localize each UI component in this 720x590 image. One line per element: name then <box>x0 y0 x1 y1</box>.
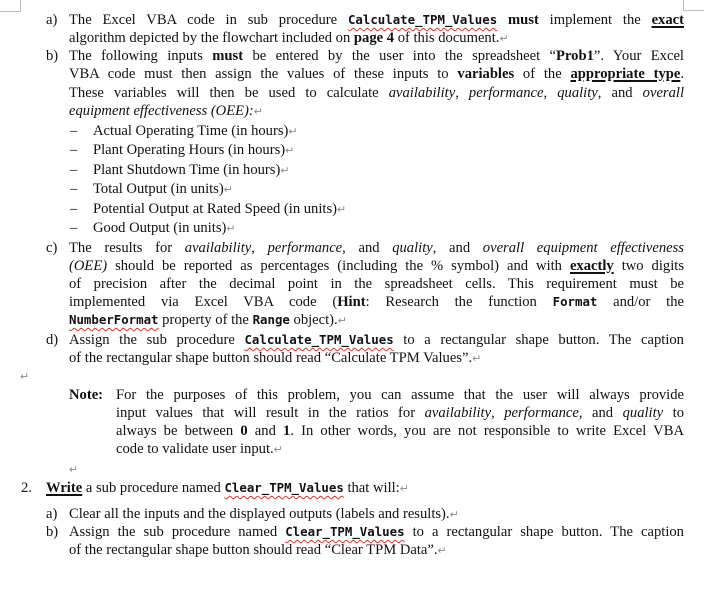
item-d-label: d) <box>46 332 59 348</box>
item-c-line-4: implemented via Excel VBA code (Hint: Research the function Format and/or the <box>69 294 684 310</box>
item-c-label: c) <box>46 240 58 256</box>
page-corner-mark-right <box>683 0 704 11</box>
note-line-2: input values that will result in the ratios for availability, performance, and quality to <box>116 405 685 421</box>
note-line-4: code to validate user input.↵ <box>116 441 283 457</box>
section-2-item-b-line-1: Assign the sub procedure named Clear_TPM_Values to a rectangular shape button. The caption <box>69 524 684 540</box>
input-item-potential-output: Potential Output at Rated Speed (in units)↵ <box>93 201 347 217</box>
code-calculate-tpm-values: Calculate_TPM_Values <box>347 12 498 27</box>
input-item-plant-shutdown-time: Plant Shutdown Time (in hours)↵ <box>93 162 290 178</box>
item-d-line-1: Assign the sub procedure Calculate_TPM_Values to a rectangular shape button. The caption <box>69 332 684 348</box>
input-item-total-output: Total Output (in units)↵ <box>93 181 233 197</box>
item-d-line-2: of the rectangular shape button should read “Calculate TPM Values”.↵ <box>69 350 482 366</box>
input-item-actual-operating-time: Actual Operating Time (in hours)↵ <box>93 123 298 139</box>
empty-paragraph-mark: ↵ <box>20 371 30 383</box>
section-2-item-a-label: a) <box>46 506 58 522</box>
dash-bullet: – <box>70 201 78 217</box>
item-b-line-3: These variables will then be used to calculate availability, performance, quality, and overall <box>69 85 685 101</box>
dash-bullet: – <box>70 220 78 236</box>
section-2-item-b-label: b) <box>46 524 59 540</box>
page-corner-mark-left <box>0 0 21 12</box>
item-c-line-2: (OEE) should be reported as percentages (including the % symbol) and with exactly two digits <box>69 258 684 274</box>
empty-paragraph-mark: ↵ <box>69 464 79 476</box>
note-label: Note: <box>69 387 104 403</box>
section-2-item-b-line-2: of the rectangular shape button should read “Clear TPM Data”.↵ <box>69 542 447 558</box>
item-a-line-2: algorithm depicted by the flowchart included on page 4 of this document.↵ <box>69 30 509 46</box>
section-2-heading: Write a sub procedure named Clear_TPM_Values that will:↵ <box>46 480 409 496</box>
item-c-line-1: The results for availability, performance, and quality, and overall equipment effectiveness <box>69 240 684 256</box>
item-b-line-4: equipment effectiveness (OEE):↵ <box>69 103 263 119</box>
section-2-number: 2. <box>21 480 32 496</box>
note-line-3: always be between 0 and 1. In other words, you are not responsible to write Excel VBA <box>116 423 684 439</box>
dash-bullet: – <box>70 181 78 197</box>
item-c-line-5: NumberFormat property of the Range object).↵ <box>69 312 347 328</box>
dash-bullet: – <box>70 162 78 178</box>
input-item-plant-operating-hours: Plant Operating Hours (in hours)↵ <box>93 142 295 158</box>
item-c-line-3: of precision after the decimal point in the spreadsheet cells. This requirement must be <box>69 276 684 292</box>
input-item-good-output: Good Output (in units)↵ <box>93 220 236 236</box>
item-b-label: b) <box>46 48 59 64</box>
item-a-line-1: The Excel VBA code in sub procedure Calculate_TPM_Values must implement the exact <box>69 12 684 28</box>
dash-bullet: – <box>70 123 78 139</box>
item-b-line-1: The following inputs must be entered by the user into the spreadsheet “Prob1”. Your Excel <box>69 48 684 64</box>
dash-bullet: – <box>70 142 78 158</box>
item-a-label: a) <box>46 12 58 28</box>
item-b-line-2: VBA code must then assign the values of these inputs to variables of the appropriate type. <box>69 66 684 82</box>
note-line-1: For the purposes of this problem, you can assume that the user will always provide <box>116 387 684 403</box>
section-2-item-a-text: Clear all the inputs and the displayed outputs (labels and results).↵ <box>69 506 459 522</box>
